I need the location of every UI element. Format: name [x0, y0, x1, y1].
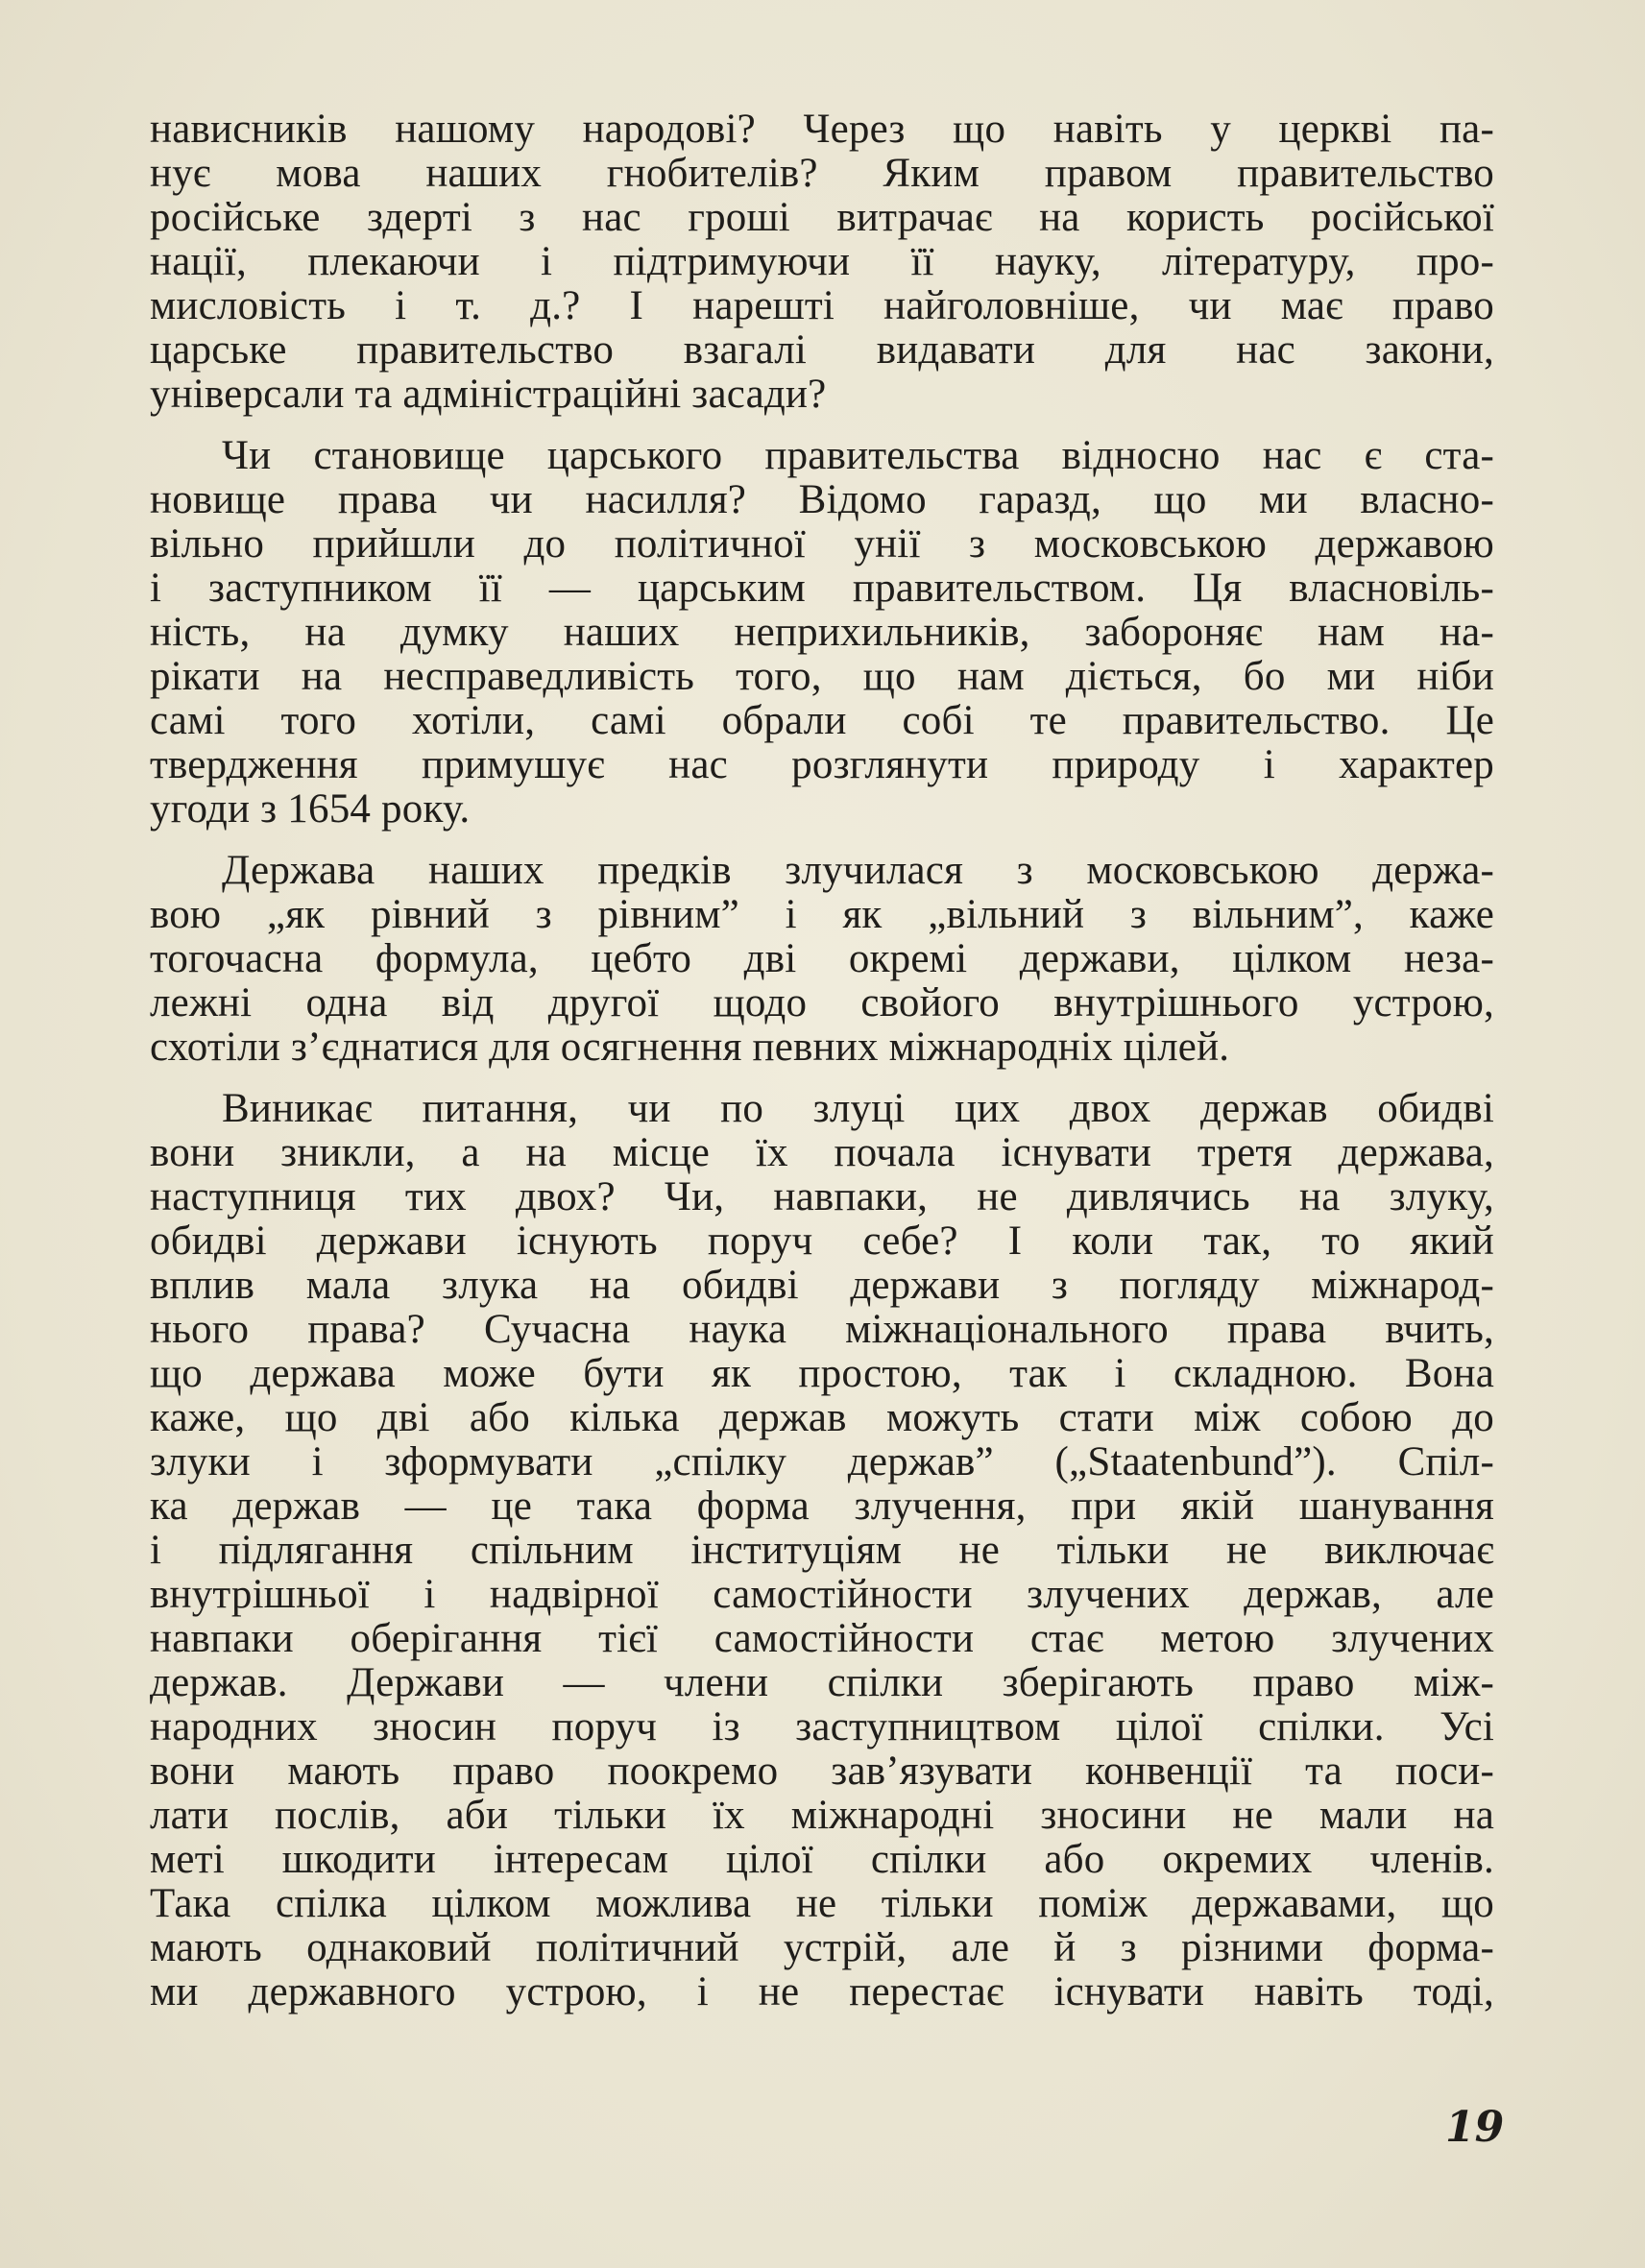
paragraph-1	[150, 108, 1494, 417]
text-line: і підлягання спільним інституціям не тільки не виключає	[150, 1528, 1494, 1573]
text-line: народних зносин поруч із заступництвом цілої спілки. Усі	[150, 1704, 1494, 1749]
text-line: лати послів, аби тільки їх міжнародні зносини не мали на	[150, 1793, 1494, 1838]
text-line: вони зникли, а на місце їх почала існувати третя держава,	[150, 1130, 1494, 1175]
text-line: ми державного устрою, і не перестає існувати навіть тоді,	[150, 1969, 1494, 2015]
text-line: російське здерті з нас гроші витрачає на користь російської	[150, 195, 1494, 240]
text-line: вони мають право поокремо зав’язувати конвенції та поси-	[150, 1749, 1494, 1794]
text-line: Держава наших предків злучилася з московською держа-	[222, 848, 1494, 893]
text-line: вплив мала злука на обидві держави з погляду міжнарод-	[150, 1263, 1494, 1308]
text-line: нує мова наших гнобителів? Яким правом правительство	[150, 151, 1494, 196]
text-line: новище права чи насилля? Відомо гаразд, що ми власно-	[150, 477, 1494, 522]
text-line: лежні одна від другої щодо свойого внутрішнього устрою,	[150, 980, 1494, 1025]
text-line: ність, на думку наших неприхильників, забороняє нам на-	[150, 610, 1494, 655]
text-line: нього права? Сучасна наука міжнаціонального права вчить,	[150, 1307, 1494, 1352]
text-line: царське правительство взагалі видавати для нас закони,	[150, 327, 1494, 373]
text-line: і заступником її — царським правительством. Ця власновіль-	[150, 566, 1494, 611]
text-line: Виникає питання, чи по злуці цих двох держав обидві	[222, 1086, 1494, 1131]
text-line: держав. Держави — члени спілки зберігають право між-	[150, 1660, 1494, 1705]
paragraph-3	[150, 849, 1494, 1070]
text-line: нації, плекаючи і підтримуючи її науку, літературу, про-	[150, 239, 1494, 284]
text-line: нависників нашому народові? Через що навіть у церкві па-	[150, 107, 1494, 152]
body-text	[150, 108, 1494, 2015]
text-line: злуки і зформувати „спілку держав” („Staatenbund”). Спіл-	[150, 1439, 1494, 1484]
text-line: мають однаковий політичний устрій, але й з різними форма-	[150, 1925, 1494, 1970]
text-line: рікати на несправедливість того, що нам діється, бо ми ніби	[150, 654, 1494, 699]
text-line: каже, що дві або кілька держав можуть стати між собою до	[150, 1395, 1494, 1440]
text-line: вільно прийшли до політичної унії з московською державою	[150, 521, 1494, 567]
text-line: наступниця тих двох? Чи, навпаки, не дивлячись на злуку,	[150, 1174, 1494, 1219]
text-line: угоди з 1654 року.	[150, 786, 471, 832]
text-line: мисловість і т. д.? І нарешті найголовніше, чи має право	[150, 283, 1494, 328]
paragraph-2	[150, 434, 1494, 832]
text-line: універсали та адміністраційні засади?	[150, 372, 827, 417]
text-line: тогочасна формула, цебто дві окремі держави, цілком неза-	[150, 936, 1494, 981]
text-line: Чи становище царського правительства відносно нас є ста-	[222, 433, 1494, 478]
text-line: вою „як рівний з рівним” і як „вільний з вільним”, каже	[150, 892, 1494, 937]
text-line: ка держав — це така форма злучення, при якій шанування	[150, 1484, 1494, 1529]
paragraph-4	[150, 1087, 1494, 2015]
text-line: твердження примушує нас розглянути природу і характер	[150, 742, 1494, 787]
text-line: що держава може бути як простою, так і складною. Вона	[150, 1351, 1494, 1396]
text-line: самі того хотіли, самі обрали собі те правительство. Це	[150, 698, 1494, 743]
page-number: 19	[1445, 2103, 1505, 2152]
text-line: Така спілка цілком можлива не тільки поміж державами, що	[150, 1881, 1494, 1926]
text-line: меті шкодити інтересам цілої спілки або окремих членів.	[150, 1837, 1494, 1882]
text-line: обидві держави існують поруч себе? І коли так, то який	[150, 1218, 1494, 1264]
text-line: схотіли з’єднатися для осягнення певних міжнародніх цілей.	[150, 1025, 1230, 1070]
text-line: внутрішньої і надвірної самостійности злучених держав, але	[150, 1572, 1494, 1617]
text-line: навпаки оберігання тієї самостійности стає метою злучених	[150, 1616, 1494, 1661]
